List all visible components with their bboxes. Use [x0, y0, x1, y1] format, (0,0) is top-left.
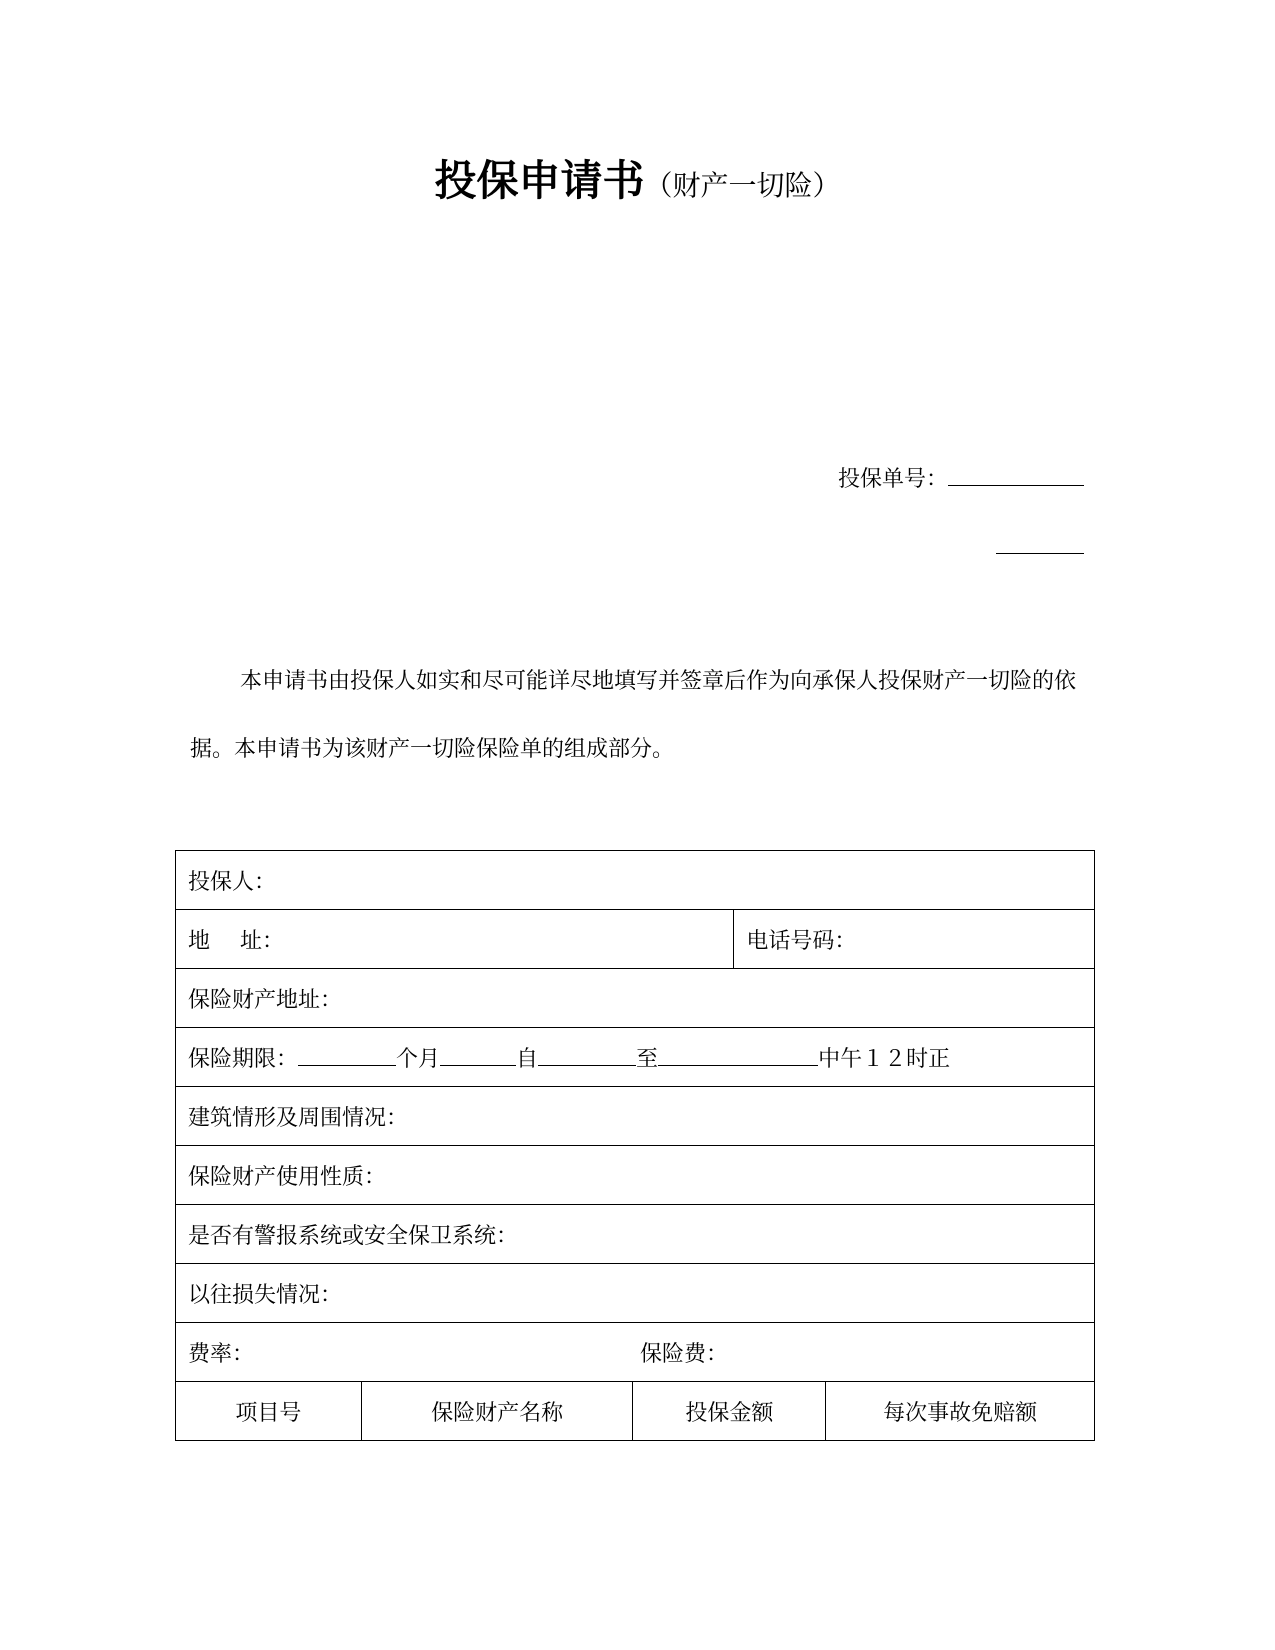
title-subtitle: （财产一切险） [644, 169, 841, 202]
column-header-row [176, 1382, 1095, 1441]
usage-cell[interactable] [176, 1146, 1095, 1205]
alarm-label: 是否有警报系统或安全保卫系统： [188, 1223, 519, 1249]
policy-number-label: 投保单号： [838, 467, 949, 492]
period-label: 保险期限： [188, 1046, 299, 1072]
application-form-table [175, 850, 1095, 1441]
usage-label: 保险财产使用性质： [188, 1164, 387, 1190]
period-from-text: 自 [516, 1046, 539, 1072]
column-header-item-no: 项目号 [176, 1382, 362, 1441]
extra-underline [996, 553, 1084, 554]
period-to-date-blank[interactable] [658, 1043, 818, 1066]
applicant-label: 投保人： [188, 869, 277, 895]
policy-number-blank[interactable] [948, 463, 1084, 486]
period-months-blank[interactable] [298, 1043, 396, 1066]
property-address-row [176, 969, 1095, 1028]
period-from-blank[interactable] [440, 1043, 516, 1066]
usage-row [176, 1146, 1095, 1205]
property-address-label: 保险财产地址： [188, 987, 343, 1013]
address-label-part1: 地 [188, 928, 211, 954]
loss-history-label: 以往损失情况： [188, 1282, 343, 1308]
building-row [176, 1087, 1095, 1146]
applicant-cell[interactable] [176, 851, 1095, 910]
rate-premium-cell[interactable] [176, 1323, 1095, 1382]
period-cell [176, 1028, 1095, 1087]
period-row [176, 1028, 1095, 1087]
alarm-cell[interactable] [176, 1205, 1095, 1264]
intro-paragraph: 本申请书由投保人如实和尽可能详尽地填写并签章后作为向承保人投保财产一切险的依据。本申请书为该财产一切险保险单的组成部分。 [190, 669, 1077, 762]
building-cell[interactable] [176, 1087, 1095, 1146]
phone-label: 电话号码： [746, 928, 857, 954]
loss-history-cell[interactable] [176, 1264, 1095, 1323]
address-cell[interactable] [176, 910, 734, 969]
property-address-cell[interactable] [176, 969, 1095, 1028]
period-to-text: 至 [636, 1046, 659, 1072]
column-header-deductible: 每次事故免赔额 [826, 1382, 1095, 1441]
building-label: 建筑情形及周围情况： [188, 1105, 409, 1131]
period-months-text: 个月 [396, 1046, 441, 1072]
policy-number-field [838, 462, 1084, 493]
title-main: 投保申请书 [434, 156, 645, 205]
applicant-row [176, 851, 1095, 910]
address-label-part2: 址： [240, 928, 285, 954]
rate-label: 费率： [188, 1341, 255, 1367]
column-header-property-name: 保险财产名称 [361, 1382, 633, 1441]
premium-label: 保险费： [640, 1341, 729, 1367]
period-noon-text: 中午１２时正 [818, 1046, 951, 1072]
alarm-row [176, 1205, 1095, 1264]
address-row [176, 910, 1095, 969]
phone-cell[interactable] [734, 910, 1095, 969]
page-title [0, 148, 1275, 208]
period-from-date-blank[interactable] [538, 1043, 636, 1066]
column-header-sum-insured: 投保金额 [633, 1382, 826, 1441]
loss-history-row [176, 1264, 1095, 1323]
rate-premium-row [176, 1323, 1095, 1382]
